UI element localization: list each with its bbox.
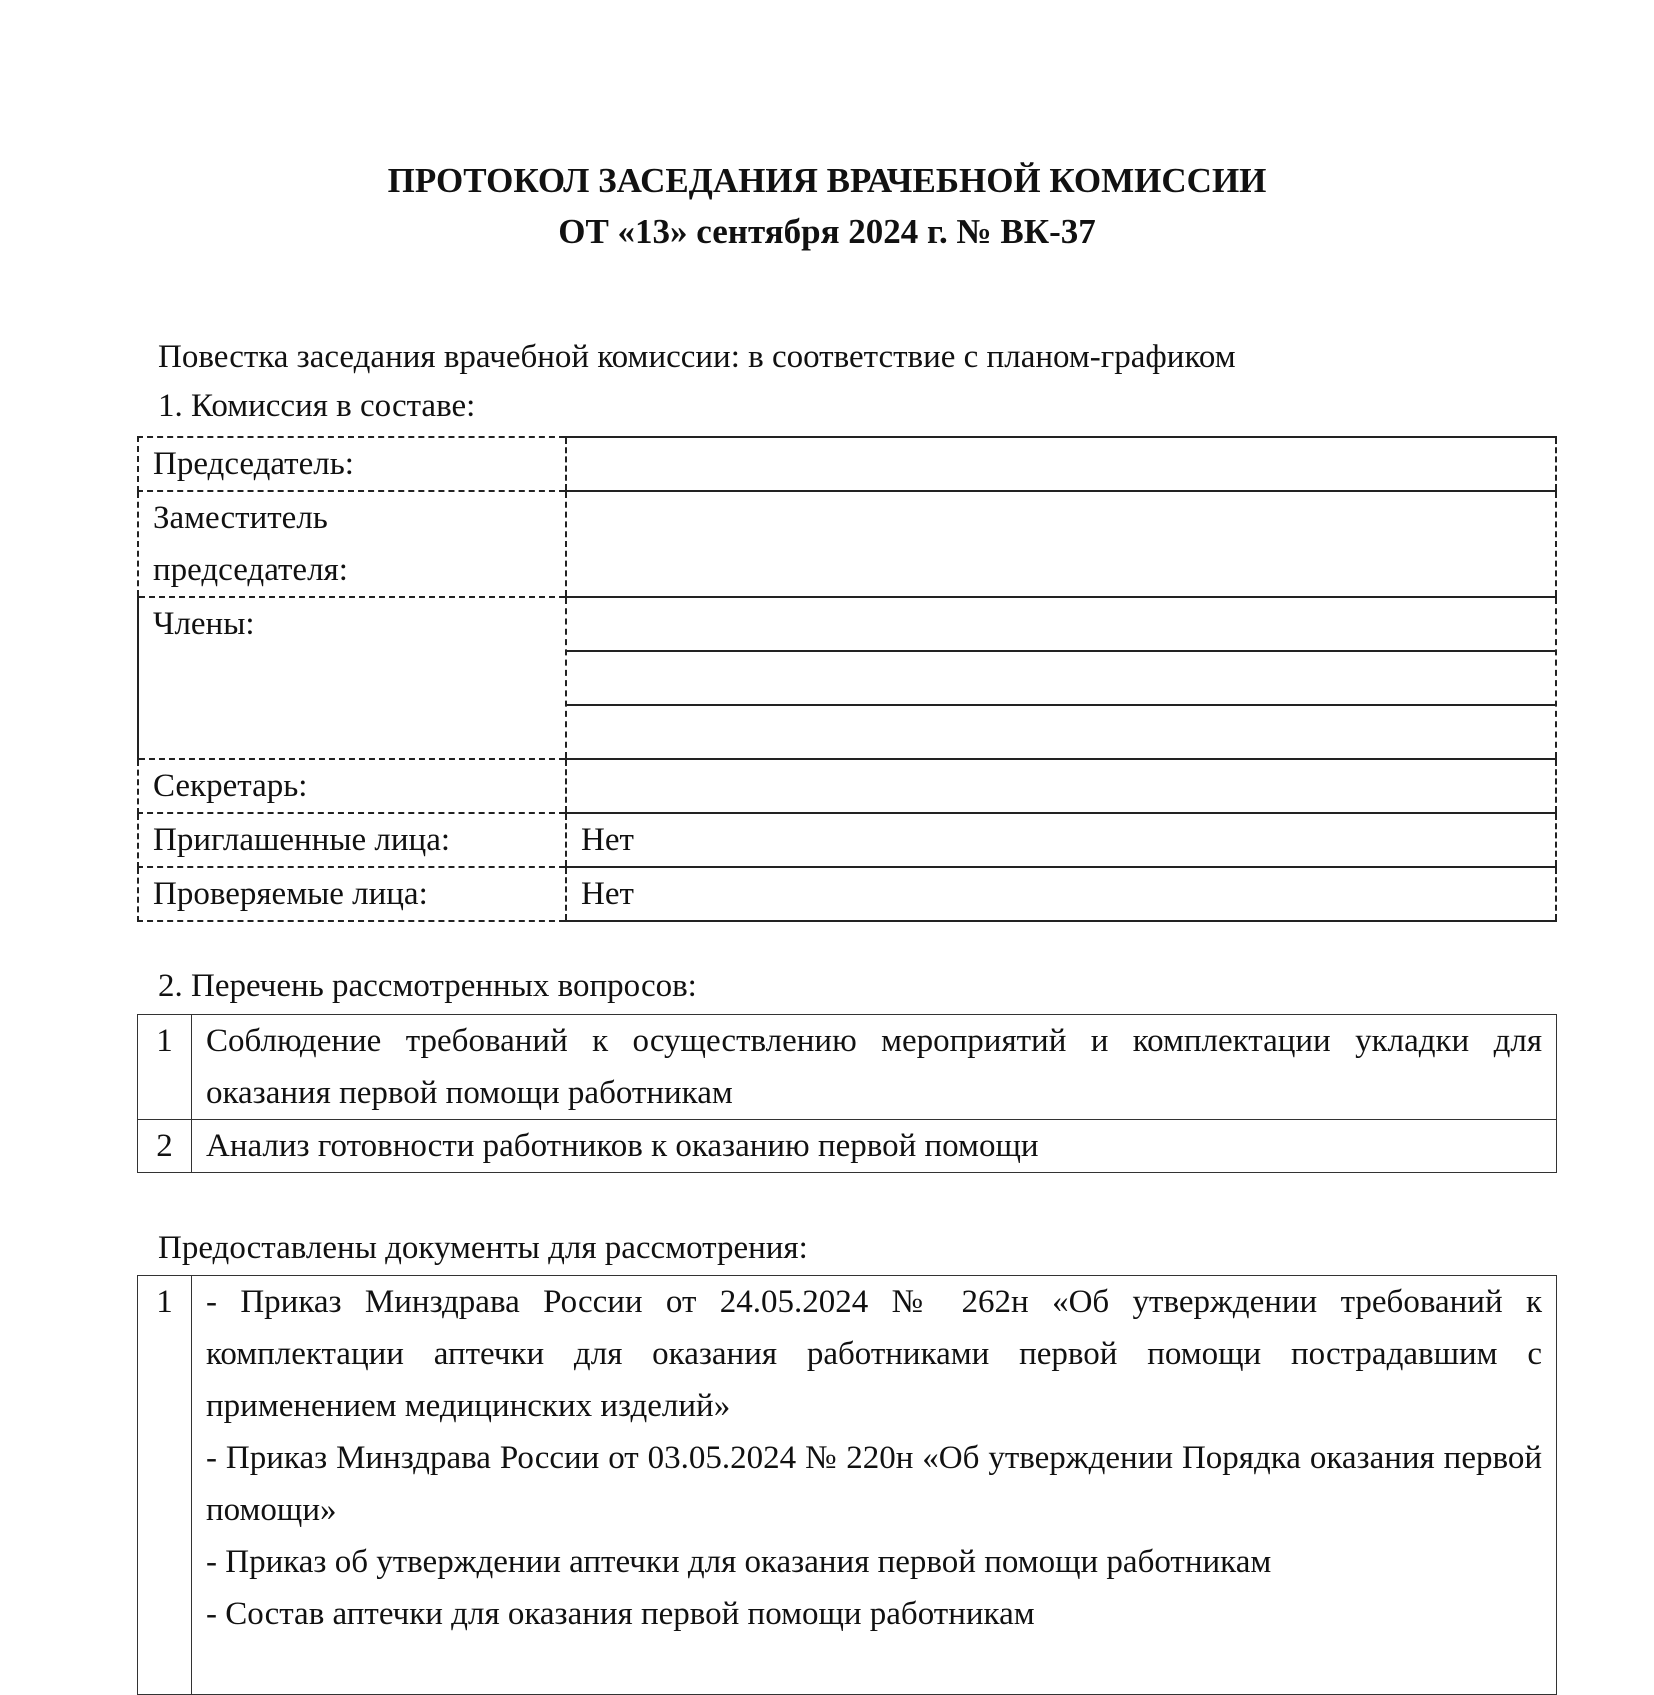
document-date-number: ОТ «13» сентября 2024 г. № ВК-37: [558, 212, 1096, 251]
invited-field: Нет: [566, 813, 1556, 867]
document-item: - Приказ Минздрава России от 24.05.2024 № 262н «Об утверждении требований к комплектации аптечки для оказания работниками первой помощи пострадавшим с применением медицинских изделий»: [206, 1284, 1542, 1424]
secretary-field: [566, 759, 1556, 813]
documents-table: [137, 1275, 1557, 1695]
question-text: Соблюдение требований к осуществлению мероприятий и комплектации укладки для оказания первой помощи работникам: [192, 1015, 1557, 1120]
deputy-field: [566, 491, 1556, 597]
table-row: [138, 1015, 1557, 1120]
agenda-text: Повестка заседания врачебной комиссии: в соответствие с планом-графиком: [158, 339, 1236, 375]
members-field: [566, 597, 1556, 759]
row-label: Заместитель председателя:: [138, 491, 566, 597]
document-item: - Приказ Минздрава России от 03.05.2024 № 220н «Об утверждении Порядка оказания первой помощи»: [206, 1440, 1542, 1528]
commission-heading: 1. Комиссия в составе:: [158, 388, 476, 424]
commission-table: [137, 436, 1557, 922]
table-row: [138, 1120, 1557, 1173]
row-label: Секретарь:: [138, 759, 566, 813]
member-line: [567, 706, 1555, 758]
questions-table: [137, 1014, 1557, 1173]
documents-heading: Предоставлены документы для рассмотрения:: [158, 1230, 808, 1266]
table-row: [138, 437, 1556, 491]
document-title: ПРОТОКОЛ ЗАСЕДАНИЯ ВРАЧЕБНОЙ КОМИССИИ: [387, 161, 1267, 200]
document-item: - Приказ об утверждении аптечки для оказания первой помощи работникам: [206, 1544, 1272, 1580]
row-number: 1: [138, 1015, 192, 1120]
table-row: [138, 759, 1556, 813]
table-row: [138, 597, 1556, 759]
member-line: [567, 652, 1555, 706]
table-row: [138, 867, 1556, 921]
row-label: Председатель:: [138, 437, 566, 491]
document-item: - Состав аптечки для оказания первой помощи работникам: [206, 1596, 1035, 1632]
table-row: [138, 813, 1556, 867]
question-text: Анализ готовности работников к оказанию первой помощи: [192, 1120, 1557, 1173]
row-label: Приглашенные лица:: [138, 813, 566, 867]
table-row: [138, 1276, 1557, 1695]
row-number: 1: [138, 1276, 192, 1695]
documents-list: [192, 1276, 1557, 1695]
chairman-field: [566, 437, 1556, 491]
questions-heading: 2. Перечень рассмотренных вопросов:: [158, 968, 697, 1004]
table-row: [138, 491, 1556, 597]
row-label: Члены:: [138, 597, 566, 759]
row-number: 2: [138, 1120, 192, 1173]
inspected-field: Нет: [566, 867, 1556, 921]
row-label: Проверяемые лица:: [138, 867, 566, 921]
member-line: [567, 598, 1555, 652]
